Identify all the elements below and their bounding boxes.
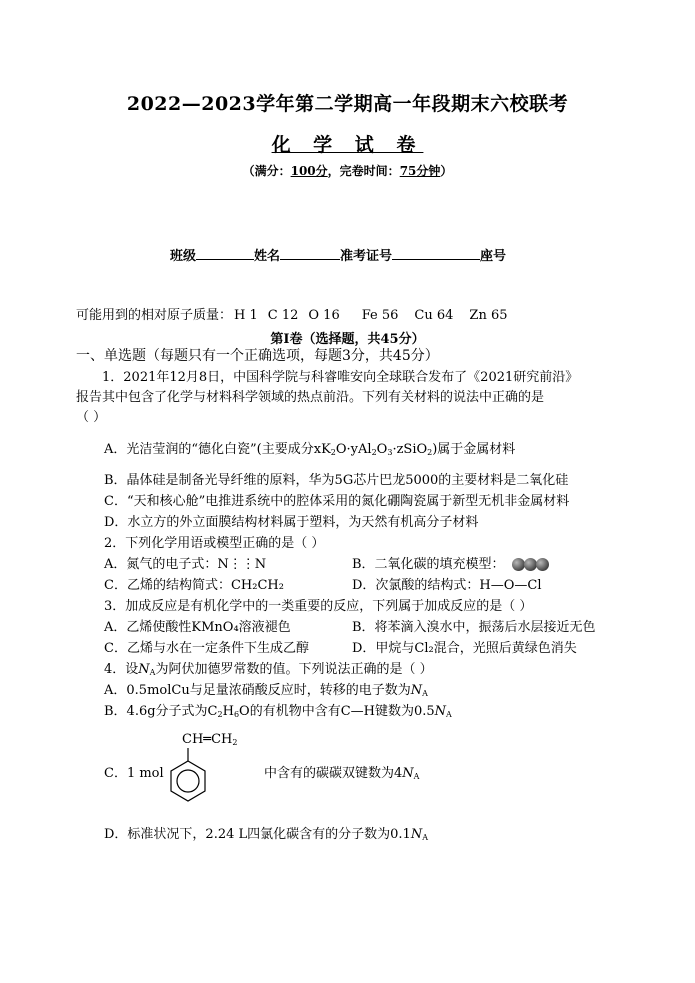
q4-d-na-sub: A bbox=[422, 833, 428, 842]
q4-na: N bbox=[138, 662, 150, 677]
student-info bbox=[170, 245, 506, 264]
mass-fe: Fe 56 bbox=[361, 308, 399, 323]
exam-time: 75分钟 bbox=[399, 164, 441, 178]
q4-c-na: N bbox=[402, 766, 414, 781]
q3-option-b: B．将苯滴入溴水中，振荡后水层接近无色 bbox=[352, 620, 596, 635]
score-mid: ，完卷时间： bbox=[327, 164, 400, 178]
exam-no-field[interactable] bbox=[392, 247, 480, 260]
mass-cu: Cu 64 bbox=[414, 308, 454, 323]
q3-option-a: A．乙烯使酸性KMnO₄溶液褪色 bbox=[104, 620, 291, 635]
q2-option-d: D．次氯酸的结构式：H—O—Cl bbox=[352, 578, 542, 593]
q1-line1: 1．2021年12月8日，中国科学院与科睿唯安向全球联合发布了《2021研究前沿》 bbox=[102, 370, 579, 385]
atomic-masses bbox=[76, 308, 508, 324]
q4-b-mid2: O的有机物中含有C—H键数为0.5 bbox=[239, 704, 435, 719]
class-field[interactable] bbox=[196, 247, 254, 260]
q4-b-pre: B．4.6g分子式为C bbox=[104, 704, 218, 719]
q4-b-na: N bbox=[434, 704, 447, 719]
q4-b-mid1: H bbox=[222, 704, 234, 719]
styrene-vinyl-label bbox=[182, 732, 238, 748]
q1-option-a: A．光洁莹润的“德化白瓷”(主要成分$xK_2O\cdot yAl_2O_3\cdot zSiO_2$)属于金属材料 bbox=[104, 442, 516, 457]
name-label: 姓名 bbox=[254, 249, 281, 264]
q4-stem-post: 为阿伏加德罗常数的值。下列说法正确的是（ ） bbox=[155, 662, 433, 677]
q1-line2: 报告其中包含了化学与材料科学领域的热点前沿。下列有关材料的说法中正确的是 bbox=[76, 390, 545, 405]
q4-d-na: N bbox=[410, 827, 423, 842]
q4-option-a bbox=[104, 683, 428, 699]
section1-heading: 一、单选题（每题只有一个正确选项，每题3分，共45分） bbox=[76, 348, 439, 364]
q4-c-na-sub: A bbox=[413, 772, 420, 781]
q1-a-mid3: ·zSiO bbox=[392, 442, 428, 457]
score-prefix: （满分： bbox=[242, 164, 291, 178]
q4-c-text: 中含有的碳碳双键数为4 bbox=[264, 766, 403, 781]
q3-option-c: C．乙烯与水在一定条件下生成乙醇 bbox=[104, 641, 309, 656]
full-score: 100分 bbox=[290, 164, 328, 178]
mass-c: C 12 bbox=[267, 308, 299, 323]
q4-stem bbox=[104, 662, 433, 678]
q2-stem: 2．下列化学用语或模型正确的是（ ） bbox=[104, 536, 325, 551]
q1-paren: （ ） bbox=[76, 410, 107, 425]
q1-a-mid2: O bbox=[376, 442, 388, 457]
exam-title: 2022—2023学年第二学期高一年段期末六校联考 bbox=[126, 93, 569, 115]
vinyl-text: CH═CH bbox=[182, 732, 233, 747]
q4-stem-pre: 4．设 bbox=[104, 662, 139, 677]
q4-d-text: D．标准状况下，2.24 L四氯化碳含有的分子数为0.1 bbox=[104, 827, 411, 842]
mass-o: O 16 bbox=[308, 308, 340, 323]
q4-option-d bbox=[104, 827, 428, 843]
exam-no-label: 准考证号 bbox=[340, 249, 393, 264]
q4-b-na-sub: A bbox=[446, 710, 452, 719]
score-suffix: ） bbox=[440, 164, 453, 178]
q4-option-c-pre: C．1 mol bbox=[104, 766, 164, 781]
q4-a-na: N bbox=[410, 683, 423, 698]
q1-a-mid1: O·yAl bbox=[335, 442, 372, 457]
q1-option-c: C．“天和核心舱”电推进系统中的腔体采用的氮化硼陶瓷属于新型无机非金属材料 bbox=[104, 494, 570, 509]
q4-option-c-post bbox=[264, 766, 419, 782]
seat-label: 座号 bbox=[480, 249, 507, 264]
q1-a-pre: A．光洁莹润的“德化白瓷”(主要成分xK bbox=[104, 442, 331, 457]
q1-a-post: )属于金属材料 bbox=[432, 442, 516, 457]
q1-option-b: B．晶体硅是制备光导纤维的原料，华为5G芯片巴龙5000的主要材料是二氧化硅 bbox=[104, 473, 569, 488]
class-label: 班级 bbox=[170, 249, 197, 264]
q1-option-d: D．水立方的外立面膜结构材料属于塑料，为天然有机高分子材料 bbox=[104, 515, 479, 530]
subject-title bbox=[0, 130, 695, 157]
part1-title: 第I卷（选择题，共45分） bbox=[270, 332, 425, 347]
q4-a-text: A．0.5molCu与足量浓硝酸反应时，转移的电子数为 bbox=[104, 683, 411, 698]
styrene-structure bbox=[160, 748, 220, 810]
q2-option-c: C．乙烯的结构简式：CH₂CH₂ bbox=[104, 578, 284, 593]
score-line bbox=[0, 162, 695, 179]
atomic-masses-label: 可能用到的相对原子质量： bbox=[76, 308, 233, 323]
q4-option-b: B．4.6g分子式为$C_2H_6O$的有机物中含有C—H键数为$0.5N_A$ bbox=[104, 704, 452, 719]
vinyl-sub: 2 bbox=[232, 738, 238, 747]
q3-option-d: D．甲烷与Cl₂混合，光照后黄绿色消失 bbox=[352, 641, 577, 656]
name-field[interactable] bbox=[280, 247, 340, 260]
mass-h: H 1 bbox=[234, 308, 258, 323]
q4-a-na-sub: A bbox=[422, 689, 428, 698]
q4-na-sub: A bbox=[149, 668, 156, 677]
q2-option-a: A．氮气的电子式：N⋮⋮N bbox=[104, 557, 267, 572]
q3-stem: 3．加成反应是有机化学中的一类重要的反应，下列属于加成反应的是（ ） bbox=[104, 599, 533, 614]
co2-model bbox=[512, 557, 552, 573]
subject-text: 化 学 试 卷 bbox=[271, 134, 424, 156]
q2-option-b: B．二氧化碳的填充模型： bbox=[352, 557, 505, 572]
mass-zn: Zn 65 bbox=[469, 308, 508, 323]
